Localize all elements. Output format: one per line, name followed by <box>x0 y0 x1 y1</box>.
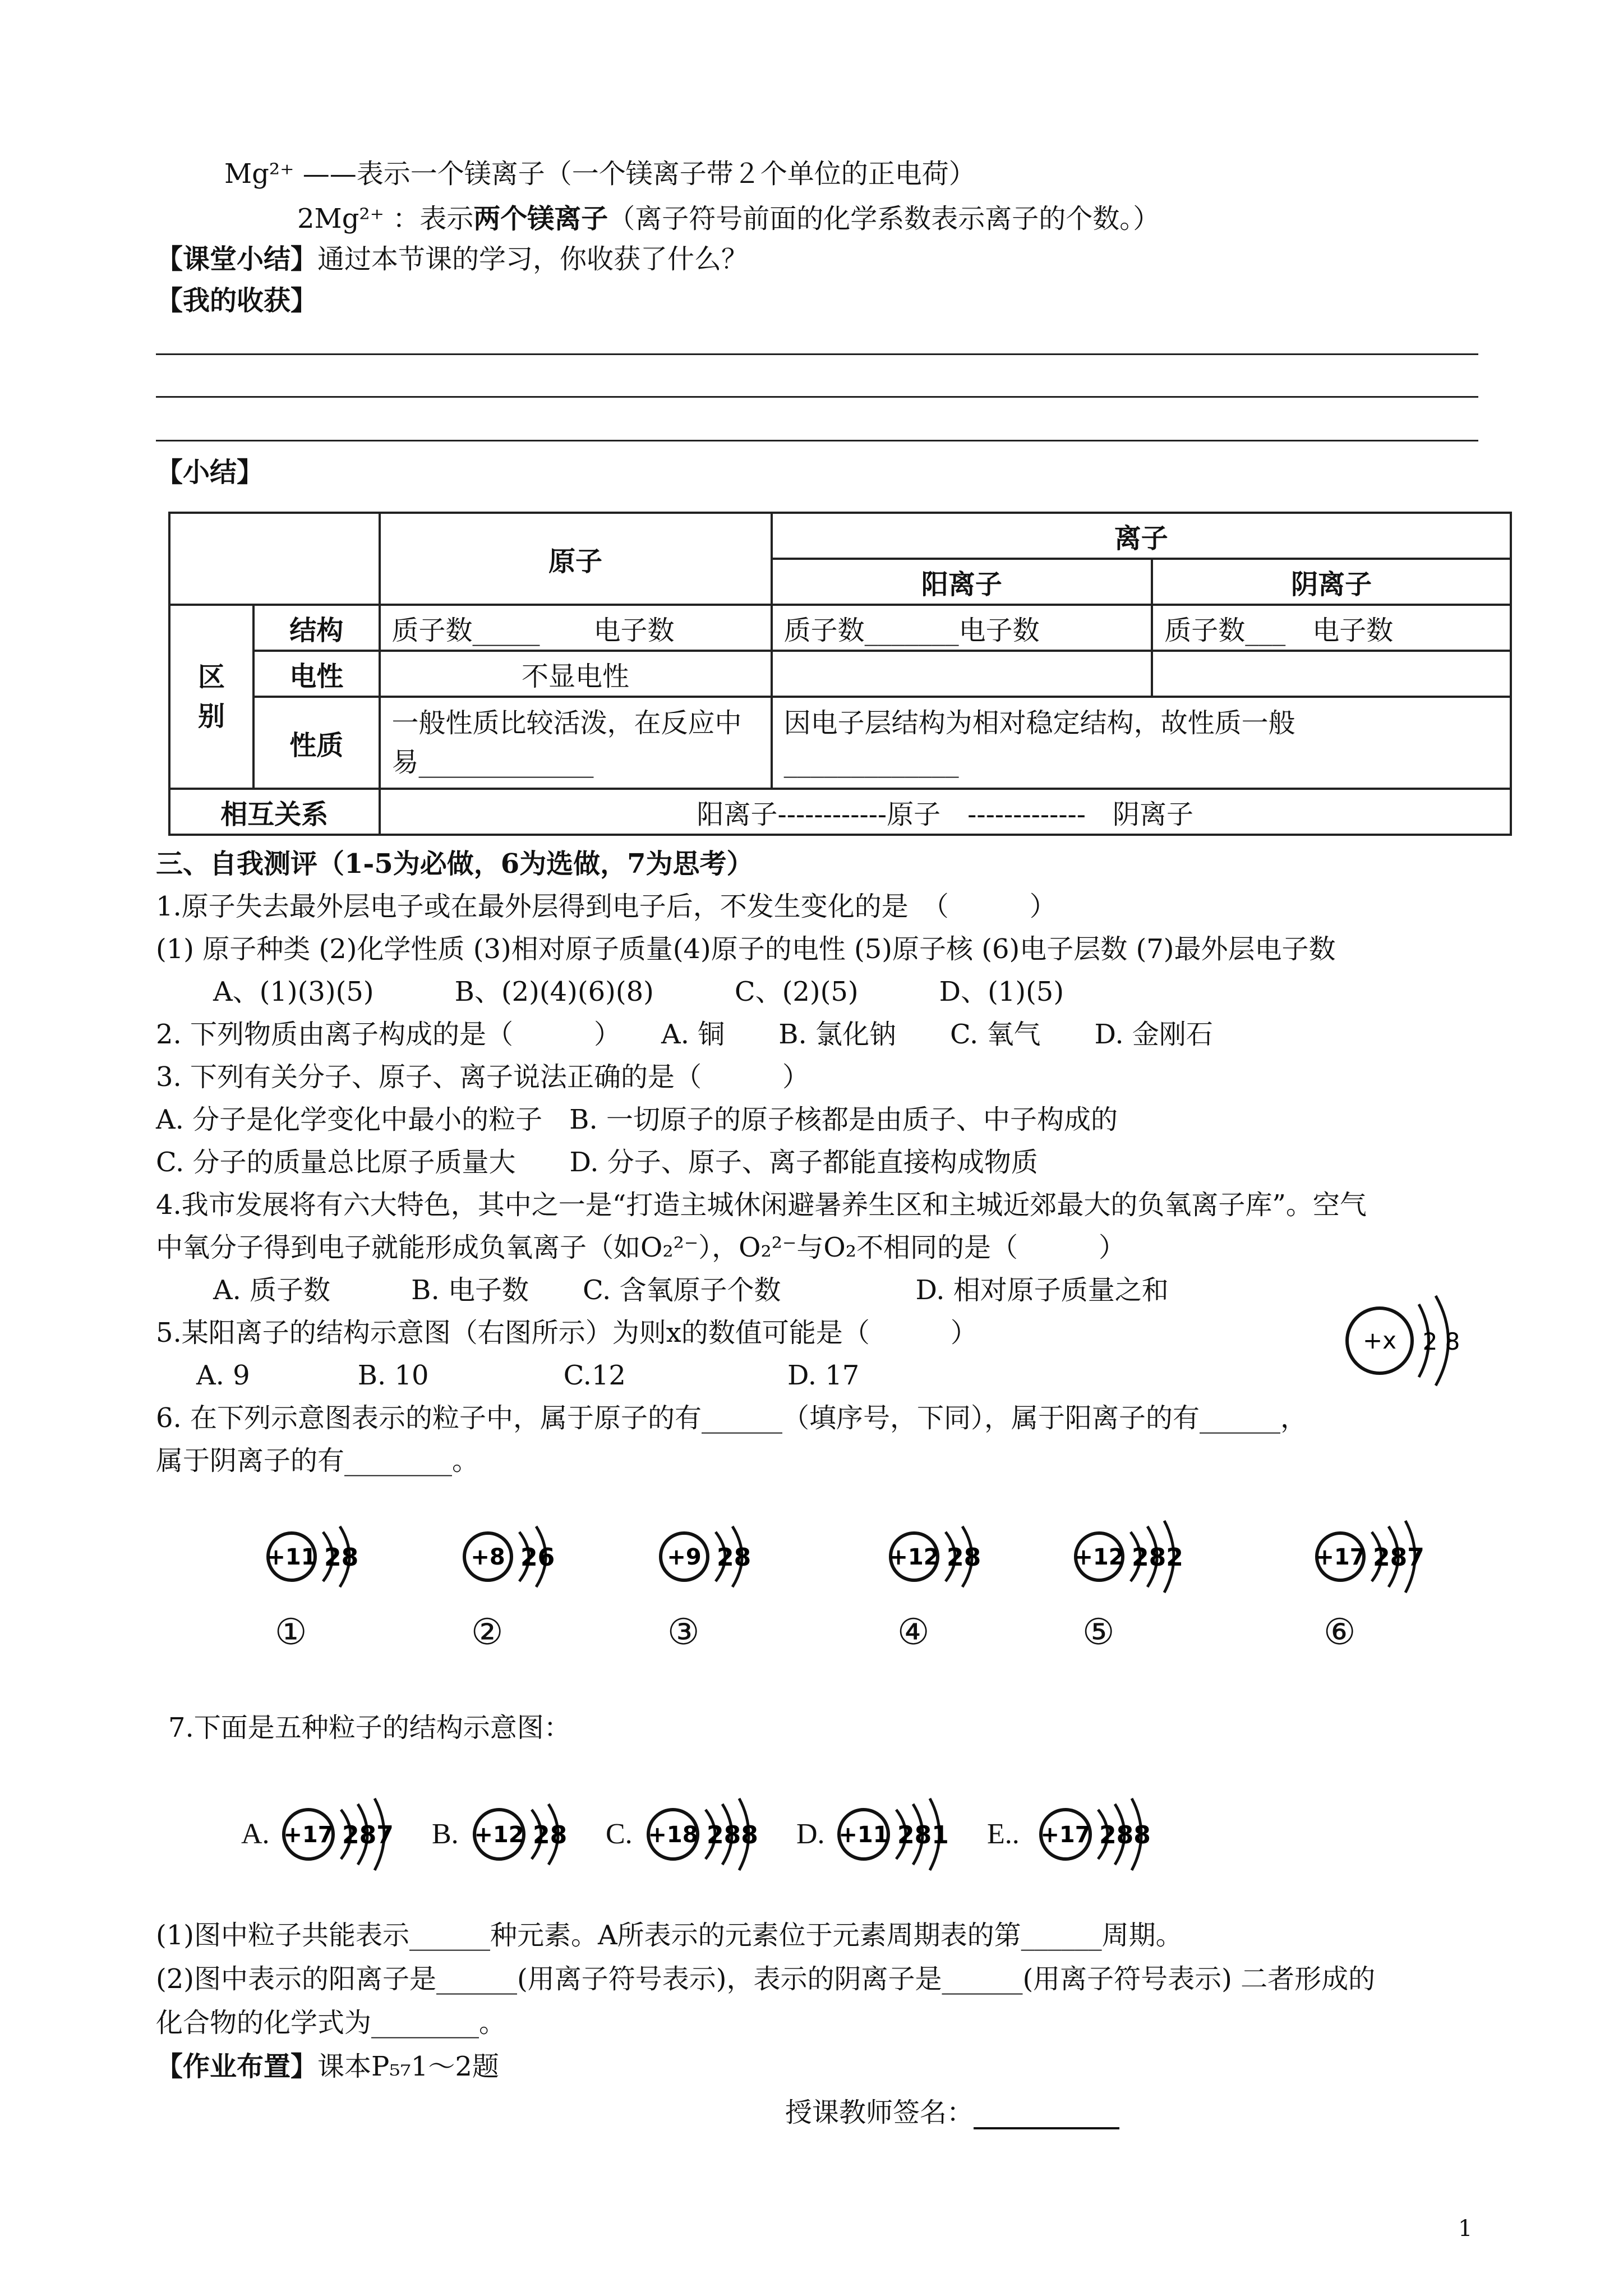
q6-nucleus-label: +9 <box>667 1544 702 1570</box>
summary-prompt-label: 【课堂小结】 <box>156 243 318 275</box>
q6-electrons-label: 28 <box>947 1543 981 1572</box>
q3-stem: 3. 下列有关分子、原子、离子说法正确的是（ ） <box>156 1061 810 1093</box>
q6-electrons-label: 282 <box>1132 1543 1183 1572</box>
q5-nucleus-label: +x <box>1362 1327 1397 1354</box>
q2: 2. 下列物质由离子构成的是（ ） A. 铜 B. 氯化钠 C. 氧气 D. 金刚石 <box>156 1019 1213 1050</box>
q7-stem: 7.下面是五种粒子的结构示意图： <box>168 1712 571 1743</box>
q6-line-2: 属于阴离子的有________。 <box>156 1445 479 1476</box>
q3-options-ab: A. 分子是化学变化中最小的粒子 B. 一切原子的原子核都是由质子、中子构成的 <box>156 1104 1118 1135</box>
homework <box>156 2050 499 2083</box>
q7-electrons-label: 288 <box>1099 1821 1151 1849</box>
q6-nucleus-label: +8 <box>471 1544 505 1570</box>
property-atom-line-2: 易_____________ <box>391 747 594 778</box>
q4-line-2: 中氧分子得到电子就能形成负氧离子（如O₂²⁻），O₂²⁻与O₂不相同的是（ ） <box>156 1232 1126 1263</box>
structure-atom: 质子数_____ 电子数 <box>380 605 772 651</box>
q6-diagram-label-3: ③ <box>667 1612 700 1653</box>
q6-nucleus-label: +12 <box>1074 1544 1124 1570</box>
homework-label: 【作业布置】 <box>156 2051 318 2082</box>
q6-diagram-3 <box>651 1509 830 1604</box>
q6-diagram-label-2: ② <box>471 1612 504 1653</box>
q7-nucleus-label: +17 <box>283 1822 334 1848</box>
summary-prompt <box>156 242 748 276</box>
q7-electrons-label: 28 <box>533 1821 568 1849</box>
q7-diagram-3 <box>639 1787 808 1882</box>
q6-electrons-label: 28 <box>324 1543 359 1572</box>
q6-diagram-2 <box>454 1509 634 1604</box>
q6-electrons-label: 28 <box>717 1543 751 1572</box>
q7-electrons-label: 281 <box>897 1821 949 1849</box>
intro-line-2 <box>297 202 1160 236</box>
intro-line-2-suffix: （离子符号前面的化学系数表示离子的个数。） <box>608 203 1160 234</box>
q7-nucleus-label: +12 <box>474 1822 524 1848</box>
q6-diagram-label-4: ④ <box>897 1612 930 1653</box>
q4-options: A. 质子数 B. 电子数 C. 含氧原子个数 D. 相对原子质量之和 <box>213 1274 1169 1306</box>
property-ion-line-1: 因电子层结构为相对稳定结构，故性质一般 <box>783 707 1295 739</box>
q7-nucleus-label: +18 <box>648 1822 698 1848</box>
signature-line <box>974 2100 1119 2129</box>
row-group-difference: 区别 <box>169 605 253 789</box>
property-ion <box>772 697 1511 789</box>
row-relation: 相互关系 <box>169 789 380 835</box>
answer-line-1 <box>156 353 1478 355</box>
q6-nucleus-label: +12 <box>889 1544 939 1570</box>
q5-options: A. 9 B. 10 C.12 D. 17 <box>196 1360 860 1391</box>
structure-cation: 质子数_______电子数 <box>772 605 1152 651</box>
homework-text: 课本P₅₇1～2题 <box>317 2051 499 2082</box>
q6-diagram-6 <box>1307 1509 1486 1604</box>
q7-diagram-letter-2: B. <box>432 1818 459 1850</box>
row-charge: 电性 <box>253 651 380 697</box>
answer-line-3 <box>156 440 1478 441</box>
table-label: 【小结】 <box>156 457 264 488</box>
header-cation: 阳离子 <box>772 559 1152 605</box>
signature <box>785 2096 1119 2129</box>
q5-stem: 5.某阳离子的结构示意图（右图所示）为则x的数值可能是（ ） <box>156 1317 978 1349</box>
q4-line-1: 4.我市发展将有六大特色，其中之一是“打造主城休闲避暑养生区和主城近郊最大的负氧离子库”。空气 <box>156 1189 1367 1221</box>
q7-diagram-letter-5: E.. <box>987 1818 1020 1850</box>
section3-title: 三、自我测评（1-5为必做，6为选做，7为思考） <box>156 848 754 880</box>
q7-sub-2-line-1: (2)图中表示的阳离子是______(用离子符号表示)，表示的阴离子是______(用离子符号表示) 二者形成的 <box>156 1963 1376 1995</box>
table-corner-cell <box>169 513 380 605</box>
q7-diagram-letter-4: D. <box>796 1818 825 1850</box>
intro-line-2-bold: 两个镁离子 <box>473 203 608 234</box>
q6-nucleus-label: +11 <box>266 1544 317 1570</box>
q7-diagram-4 <box>830 1787 998 1882</box>
q6-diagram-label-1: ① <box>275 1612 307 1653</box>
q6-diagram-label-6: ⑥ <box>1324 1612 1356 1653</box>
q7-sub-2-line-2: 化合物的化学式为________。 <box>156 2007 506 2039</box>
summary-prompt-text: 通过本节课的学习，你收获了什么？ <box>317 243 749 275</box>
property-ion-line-2: _____________ <box>783 747 959 778</box>
q1-stem: 1.原子失去最外层电子或在最外层得到电子后，不发生变化的是 （ ） <box>156 891 1057 922</box>
q7-diagram-letter-3: C. <box>606 1818 633 1850</box>
property-atom-line-1: 一般性质比较活泼，在反应中 <box>391 707 742 739</box>
header-atom: 原子 <box>380 513 772 605</box>
q7-diagram-5 <box>1032 1787 1200 1882</box>
header-anion: 阴离子 <box>1152 559 1511 605</box>
q7-electrons-label: 287 <box>342 1821 394 1849</box>
structure-anion: 质子数___ 电子数 <box>1152 605 1511 651</box>
harvest-label: 【我的收获】 <box>156 285 318 316</box>
row-property: 性质 <box>253 697 380 789</box>
q7-sub-1: (1)图中粒子共能表示______种元素。A所表示的元素位于元素周期表的第______周期。 <box>156 1920 1183 1951</box>
intro-line-2-prefix: 2Mg²⁺ ：表示 <box>297 203 474 234</box>
q6-diagram-5 <box>1066 1509 1245 1604</box>
q6-diagram-label-5: ⑤ <box>1082 1612 1115 1653</box>
signature-label: 授课教师签名： <box>785 2097 974 2128</box>
relation-value: 阳离子------------原子 ------------- 阴离子 <box>380 789 1511 835</box>
q7-diagram-letter-1: A. <box>241 1818 270 1850</box>
q6-line-1: 6. 在下列示意图表示的粒子中，属于原子的有______（填序号，下同），属于阳离子的有______， <box>156 1402 1308 1434</box>
q7-nucleus-label: +17 <box>1040 1822 1091 1848</box>
q6-diagram-1 <box>258 1509 437 1604</box>
charge-anion <box>1152 651 1511 697</box>
summary-table <box>168 512 1512 836</box>
q6-electrons-label: 26 <box>520 1543 555 1572</box>
q6-electrons-label: 287 <box>1373 1543 1424 1572</box>
intro-line-1: Mg²⁺ ——表示一个镁离子（一个镁离子带２个单位的正电荷） <box>224 158 976 190</box>
q7-diagram-1 <box>275 1787 443 1882</box>
q7-electrons-label: 288 <box>707 1821 758 1849</box>
q5-electrons-label: 2 8 <box>1422 1328 1460 1355</box>
property-atom <box>380 697 772 789</box>
q5-ion-diagram <box>1335 1285 1469 1397</box>
q1-options: A、(1)(3)(5) B、(2)(4)(6)(8) C、(2)(5) D、(1)(5) <box>213 976 1064 1007</box>
charge-cation <box>772 651 1152 697</box>
page-number: 1 <box>1458 2216 1473 2242</box>
row-structure: 结构 <box>253 605 380 651</box>
charge-atom: 不显电性 <box>380 651 772 697</box>
q6-diagram-4 <box>880 1509 1060 1604</box>
q1-items: (1) 原子种类 (2)化学性质 (3)相对原子质量(4)原子的电性 (5)原子核 (6)电子层数 (7)最外层电子数 <box>156 933 1336 965</box>
q3-options-cd: C. 分子的质量总比原子质量大 D. 分子、原子、离子都能直接构成物质 <box>156 1147 1038 1178</box>
header-ion: 离子 <box>772 513 1511 559</box>
answer-line-2 <box>156 396 1478 398</box>
q6-nucleus-label: +17 <box>1315 1544 1366 1570</box>
q7-nucleus-label: +11 <box>838 1822 889 1848</box>
